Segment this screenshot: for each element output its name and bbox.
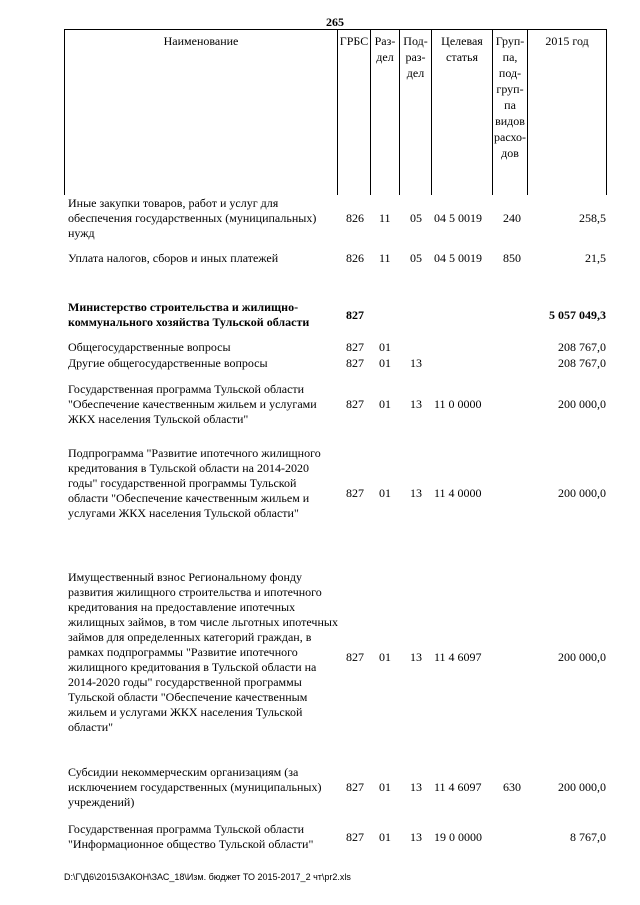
row-name: Государственная программа Тульской области "Обеспечение качественным жильем и услугами ЖКХ населения Тульской области"	[68, 382, 317, 426]
row-grbs: 827	[346, 486, 364, 500]
row-razdel: 01	[379, 650, 391, 664]
row-grbs: 827	[346, 308, 364, 322]
row-podrazdel: 13	[410, 780, 422, 794]
row-razdel: 01	[379, 397, 391, 411]
header-gruppa: Груп-па, под-груп-па видов расхо-дов	[493, 30, 528, 196]
file-path-footer: D:\Г\Д6\2015\ЗАКОН\ЗАС_18\Изм. бюджет ТО 2015-2017_2 чт\pr2.xls	[64, 872, 351, 882]
row-name: Имущественный взнос Региональному фонду развития жилищного строительства и ипотечного кредитования на предоставление ипотечных жилищных займов, в том числе льготных ипотечных займов для определенных категорий граждан, в рамках подпрограммы "Развитие ипотечного жилищного кредитования в Тульской области на 2014-2020 годы" государственной программы Тульской области "Обеспечение качественным жильем и услугами ЖКХ населения Тульской области"	[68, 570, 338, 734]
row-razdel: 01	[379, 780, 391, 794]
row-value: 200 000,0	[558, 650, 606, 664]
row-name: Субсидии некоммерческим организациям (за исключением государственных (муниципальных) учреждений)	[68, 765, 322, 809]
row-gruppa: 630	[503, 780, 521, 794]
row-value: 200 000,0	[558, 486, 606, 500]
row-razdel: 01	[379, 340, 391, 354]
page-number: 265	[326, 15, 344, 29]
header-celevaya: Целевая статья	[432, 30, 493, 196]
row-value: 200 000,0	[558, 780, 606, 794]
row-grbs: 827	[346, 340, 364, 354]
row-podrazdel: 05	[410, 251, 422, 265]
row-podrazdel: 05	[410, 211, 422, 225]
row-value: 8 767,0	[570, 830, 606, 844]
row-gruppa: 850	[503, 251, 521, 265]
row-celevaya: 11 0 0000	[434, 397, 482, 411]
header-year: 2015 год	[528, 30, 607, 196]
row-grbs: 827	[346, 397, 364, 411]
row-podrazdel: 13	[410, 486, 422, 500]
row-gruppa: 240	[503, 211, 521, 225]
row-razdel: 01	[379, 356, 391, 370]
row-value: 208 767,0	[558, 340, 606, 354]
row-value: 208 767,0	[558, 356, 606, 370]
header-name: Наименование	[65, 30, 338, 196]
row-celevaya: 04 5 0019	[434, 211, 482, 225]
row-celevaya: 04 5 0019	[434, 251, 482, 265]
row-podrazdel: 13	[410, 650, 422, 664]
row-name: Иные закупки товаров, работ и услуг для обеспечения государственных (муниципальных) нужд	[68, 196, 317, 240]
header-podrazdel: Под-раз-дел	[400, 30, 432, 196]
row-name: Подпрограмма "Развитие ипотечного жилищного кредитования в Тульской области на 2014-2020 годы" государственной программы Тульской области "Обеспечение качественным жильем и услугами ЖКХ населения Тульской области"	[68, 446, 321, 520]
row-name: Другие общегосударственные вопросы	[68, 356, 268, 370]
table-header	[64, 29, 607, 195]
row-razdel: 11	[379, 251, 391, 265]
row-name: Уплата налогов, сборов и иных платежей	[68, 251, 279, 265]
row-podrazdel: 13	[410, 830, 422, 844]
row-name: Государственная программа Тульской области "Информационное общество Тульской области"	[68, 822, 314, 851]
row-grbs: 827	[346, 650, 364, 664]
row-name: Общегосударственные вопросы	[68, 340, 231, 354]
row-celevaya: 11 4 6097	[434, 650, 482, 664]
row-celevaya: 11 4 6097	[434, 780, 482, 794]
row-podrazdel: 13	[410, 356, 422, 370]
row-razdel: 11	[379, 211, 391, 225]
row-razdel: 01	[379, 486, 391, 500]
row-grbs: 827	[346, 830, 364, 844]
row-value: 200 000,0	[558, 397, 606, 411]
row-celevaya: 11 4 0000	[434, 486, 482, 500]
row-value: 21,5	[585, 251, 606, 265]
row-grbs: 827	[346, 780, 364, 794]
row-grbs: 827	[346, 356, 364, 370]
header-grbs: ГРБС	[338, 30, 371, 196]
header-razdel: Раз-дел	[371, 30, 400, 196]
row-razdel: 01	[379, 830, 391, 844]
row-grbs: 826	[346, 251, 364, 265]
row-value: 258,5	[579, 211, 606, 225]
row-celevaya: 19 0 0000	[434, 830, 482, 844]
row-grbs: 826	[346, 211, 364, 225]
row-name: Министерство строительства и жилищно-коммунального хозяйства Тульской области	[68, 300, 310, 329]
row-value: 5 057 049,3	[549, 308, 606, 322]
row-podrazdel: 13	[410, 397, 422, 411]
